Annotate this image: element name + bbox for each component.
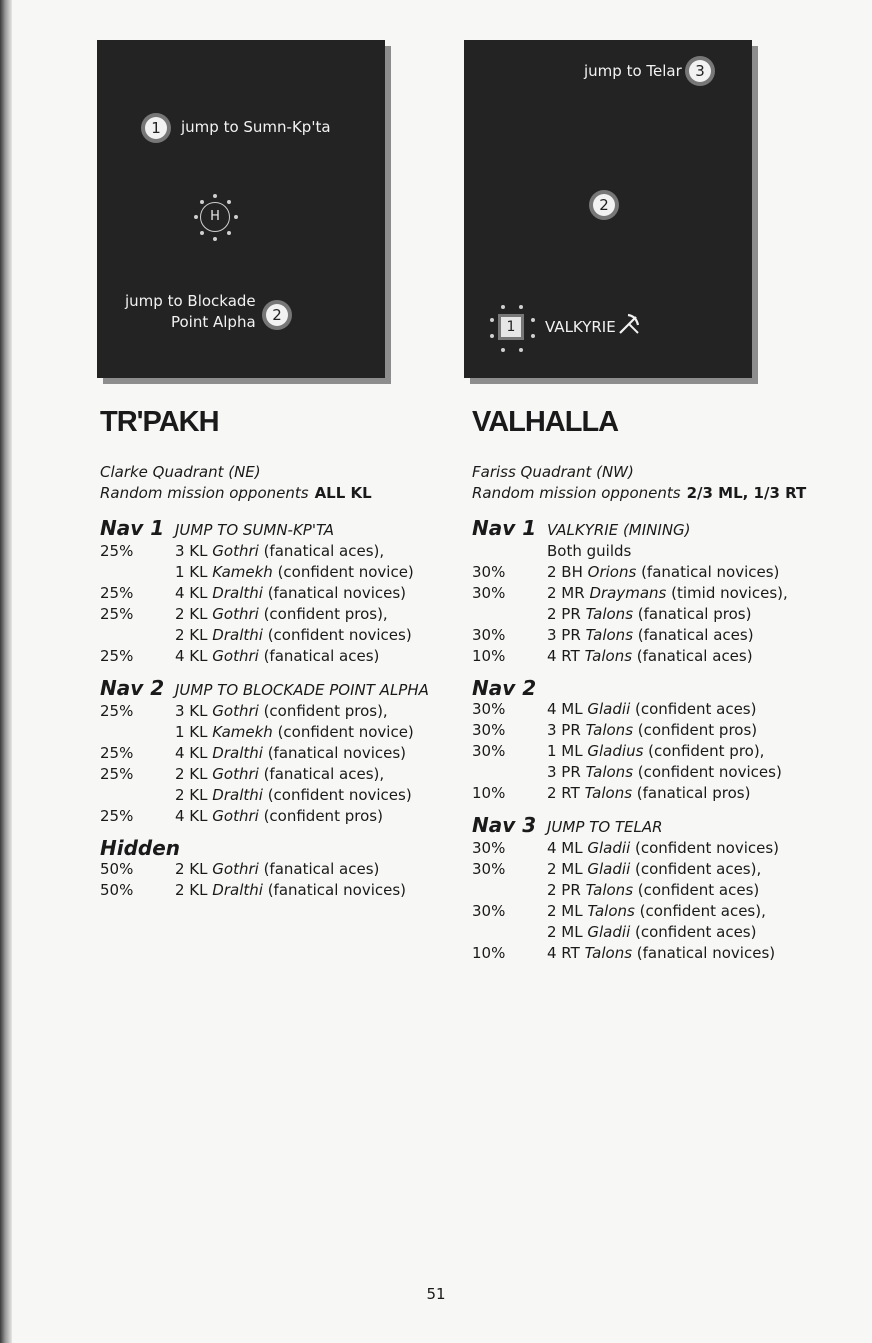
ship-class: Dralthi: [212, 881, 263, 899]
hazard-icon: H: [200, 202, 230, 232]
encounter-ships: [175, 764, 480, 806]
encounter-line: [175, 806, 480, 827]
nav-name: Nav 1: [100, 516, 165, 540]
nav-block: [472, 677, 852, 804]
ship-count: 2 ML: [547, 902, 588, 920]
encounter-ships: [547, 859, 852, 901]
encounter-row: [472, 625, 852, 646]
random-opponents-label: Random mission opponents: [472, 484, 681, 502]
encounter-line: [547, 604, 852, 625]
encounter-ships: [175, 859, 480, 880]
ship-count: 1 KL: [175, 723, 213, 741]
encounter-line: [175, 764, 480, 785]
encounter-row: [100, 604, 480, 646]
pilot-quality: (fanatical novices): [262, 584, 407, 602]
encounter-list: [100, 541, 480, 667]
ship-class: Draymans: [589, 584, 667, 602]
encounter-row: [472, 562, 852, 583]
encounter-row: [100, 859, 480, 880]
base-dot: [519, 348, 523, 352]
encounter-probability: 25%: [100, 807, 134, 825]
ship-class: Kamekh: [212, 723, 273, 741]
nav-block: [472, 517, 852, 667]
nav-name: Hidden: [100, 836, 181, 860]
ship-class: Talons: [584, 647, 633, 665]
encounter-probability: 10%: [472, 944, 506, 962]
hazard-dot: [194, 215, 198, 219]
ship-class: Orions: [587, 563, 637, 581]
pilot-quality: (confident novices): [262, 626, 412, 644]
ship-count: 1 ML: [547, 742, 588, 760]
ship-count: 4 RT: [547, 944, 585, 962]
base-dot: [501, 348, 505, 352]
encounter-ships: [547, 646, 852, 667]
encounter-ships: [547, 741, 852, 783]
encounter-probability: 30%: [472, 584, 506, 602]
random-opponents-value: 2/3 ML, 1/3 RT: [686, 484, 807, 502]
pilot-quality: (confident novices): [262, 786, 412, 804]
nav-objective: JUMP TO TELAR: [547, 818, 663, 836]
ship-class: Gothri: [212, 807, 259, 825]
pilot-quality: (confident aces),: [634, 902, 766, 920]
ship-count: 2 ML: [547, 860, 588, 878]
nav-objective: JUMP TO BLOCKADE POINT ALPHA: [175, 681, 429, 699]
ship-class: Gothri: [212, 765, 259, 783]
encounter-row: [472, 646, 852, 667]
pilot-quality: (confident pros): [633, 721, 758, 739]
encounter-line: [547, 720, 852, 741]
nav-header: [472, 677, 852, 699]
encounter-probability: 30%: [472, 626, 506, 644]
ship-count: 2 MR: [547, 584, 590, 602]
base-dot: [490, 334, 494, 338]
ship-class: Talons: [585, 763, 634, 781]
ship-class: Dralthi: [212, 786, 263, 804]
pilot-quality: (confident novices): [630, 839, 780, 857]
pilot-quality: (confident novice): [272, 563, 414, 581]
nav-objective: JUMP TO SUMN-KP'TA: [175, 521, 335, 539]
ship-class: Dralthi: [212, 626, 263, 644]
map-label-jump-blockade: [125, 291, 256, 333]
encounter-ships: [547, 583, 852, 625]
encounter-row: [100, 646, 480, 667]
ship-class: Gothri: [212, 542, 259, 560]
hazard-dot: [200, 200, 204, 204]
ship-class: Kamekh: [212, 563, 273, 581]
hazard-dot: [227, 231, 231, 235]
ship-count: 2 KL: [175, 786, 213, 804]
encounter-ships: [547, 783, 852, 804]
nav-name: Nav 3: [472, 813, 537, 837]
pilot-quality: (confident aces): [630, 700, 757, 718]
encounter-line: [175, 785, 480, 806]
ship-count: 3 PR: [547, 763, 586, 781]
quadrant: [100, 462, 480, 483]
pilot-quality: (fanatical aces): [258, 860, 380, 878]
pilot-quality: (fanatical novices): [636, 563, 780, 581]
encounter-line: [547, 583, 852, 604]
ship-count: 4 KL: [175, 744, 213, 762]
encounter-probability: 30%: [472, 721, 506, 739]
encounter-line: [175, 646, 480, 667]
map-label-valkyrie: VALKYRIE: [545, 318, 616, 336]
encounter-ships: [175, 646, 480, 667]
ship-count: 4 ML: [547, 700, 588, 718]
pilot-quality: (confident pros),: [258, 605, 388, 623]
ship-count: 4 KL: [175, 584, 213, 602]
base-dot: [531, 318, 535, 322]
ship-count: 2 ML: [547, 923, 588, 941]
base-dot: [501, 305, 505, 309]
encounter-line: [547, 880, 852, 901]
trpakh-section: [100, 402, 480, 901]
pilot-quality: (fanatical novices): [262, 881, 407, 899]
ship-count: 3 PR: [547, 721, 586, 739]
encounter-line: [175, 583, 480, 604]
encounter-probability: 25%: [100, 647, 134, 665]
encounter-line: [547, 838, 852, 859]
encounter-ships: [175, 880, 480, 901]
ship-count: 2 KL: [175, 881, 213, 899]
ship-count: 1 KL: [175, 563, 213, 581]
ship-class: Talons: [587, 902, 635, 920]
nav-subline: [472, 541, 852, 562]
hazard-dot: [227, 200, 231, 204]
encounter-line: [175, 880, 480, 901]
system-title: TR'PAKH: [100, 406, 219, 438]
encounter-line: [547, 901, 852, 922]
system-title: VALHALLA: [472, 406, 619, 438]
encounter-probability: 10%: [472, 784, 506, 802]
ship-class: Gothri: [212, 647, 259, 665]
pilot-quality: (fanatical novices): [262, 744, 407, 762]
encounter-row: [100, 701, 480, 743]
encounter-ships: [547, 562, 852, 583]
encounter-row: [100, 743, 480, 764]
encounter-row: [100, 541, 480, 583]
ship-count: 2 KL: [175, 765, 213, 783]
hazard-dot: [213, 237, 217, 241]
encounter-line: [175, 743, 480, 764]
ship-count: 4 KL: [175, 807, 213, 825]
ship-count: 3 PR: [547, 626, 586, 644]
encounter-line: [547, 859, 852, 880]
encounter-row: [472, 859, 852, 901]
base-dot: [490, 318, 494, 322]
encounter-line: [175, 562, 480, 583]
encounter-ships: [547, 943, 852, 964]
pilot-quality: (confident pro),: [643, 742, 765, 760]
encounter-ships: [547, 720, 852, 741]
hazard-dot: [213, 194, 217, 198]
ship-class: Gothri: [212, 605, 259, 623]
pilot-quality: (fanatical aces): [258, 647, 380, 665]
page-number: 51: [426, 1285, 446, 1303]
encounter-line: [175, 859, 480, 880]
encounter-row: [472, 901, 852, 943]
ship-count: 2 BH: [547, 563, 588, 581]
encounter-ships: [547, 838, 852, 859]
map-label-jump-sumn: jump to Sumn-Kp'ta: [181, 118, 331, 136]
encounter-row: [472, 699, 852, 720]
ship-class: Talons: [584, 944, 633, 962]
map-label-jump-telar: jump to Telar: [584, 62, 682, 80]
nav-point-2: 2: [266, 304, 288, 326]
ship-count: 2 PR: [547, 605, 586, 623]
random-opponents: [100, 483, 480, 504]
valhalla-map: [464, 40, 752, 378]
ship-class: Talons: [585, 626, 634, 644]
pilot-quality: (fanatical aces),: [258, 542, 385, 560]
encounter-probability: 30%: [472, 902, 506, 920]
encounter-probability: 25%: [100, 744, 134, 762]
pilot-quality: (confident novice): [272, 723, 414, 741]
encounter-ships: [175, 806, 480, 827]
nav-point-1: 1: [145, 117, 167, 139]
ship-class: Gothri: [212, 702, 259, 720]
pilot-quality: (timid novices),: [666, 584, 788, 602]
encounter-probability: 25%: [100, 765, 134, 783]
nav-name: Nav 1: [472, 516, 537, 540]
hazard-dot: [200, 231, 204, 235]
pilot-quality: (fanatical pros): [632, 784, 751, 802]
hazard-dot: [234, 215, 238, 219]
encounter-probability: 25%: [100, 702, 134, 720]
nav-block: [100, 677, 480, 827]
encounter-row: [100, 880, 480, 901]
ship-count: 2 KL: [175, 626, 213, 644]
nav-block: [100, 517, 480, 667]
pilot-quality: (fanatical pros): [633, 605, 752, 623]
ship-class: Gladii: [587, 700, 631, 718]
encounter-ships: [175, 701, 480, 743]
encounter-probability: 50%: [100, 860, 134, 878]
encounter-list: [100, 701, 480, 827]
encounter-line: [547, 646, 852, 667]
pilot-quality: (confident aces),: [630, 860, 762, 878]
nav-block: [472, 814, 852, 964]
random-opponents-value: ALL KL: [314, 484, 372, 502]
random-opponents-label: Random mission opponents: [100, 484, 309, 502]
ship-count: 2 PR: [547, 881, 586, 899]
encounter-probability: 25%: [100, 542, 134, 560]
encounter-line: [175, 722, 480, 743]
encounter-row: [472, 583, 852, 625]
nav-header: [100, 677, 480, 701]
ship-count: 3 KL: [175, 702, 213, 720]
encounter-row: [472, 838, 852, 859]
encounter-probability: 30%: [472, 839, 506, 857]
encounter-probability: 10%: [472, 647, 506, 665]
encounter-line: [547, 625, 852, 646]
nav-point-2: 2: [593, 194, 615, 216]
encounter-row: [100, 764, 480, 806]
encounter-row: [472, 741, 852, 783]
mining-pick-icon: [617, 312, 641, 336]
encounter-line: [175, 701, 480, 722]
encounter-ships: [175, 604, 480, 646]
encounter-list: [472, 562, 852, 667]
nav-block: [100, 837, 480, 901]
encounter-ships: [547, 625, 852, 646]
encounter-probability: 50%: [100, 881, 134, 899]
nav-header: [472, 517, 852, 541]
quadrant-text: Fariss Quadrant (NW): [472, 463, 634, 481]
trpakh-map: [97, 40, 385, 378]
pilot-quality: (confident novices): [633, 763, 782, 781]
ship-class: Gladii: [587, 860, 631, 878]
encounter-row: [472, 943, 852, 964]
encounter-line: [547, 741, 852, 762]
encounter-row: [472, 720, 852, 741]
base-dot: [531, 334, 535, 338]
encounter-list: [472, 699, 852, 804]
ship-class: Gothri: [212, 860, 259, 878]
encounter-ships: [175, 583, 480, 604]
ship-count: 4 RT: [547, 647, 585, 665]
encounter-line: [175, 604, 480, 625]
random-opponents: [472, 483, 852, 504]
nav-subline-text: Both guilds: [547, 542, 632, 560]
ship-count: 2 KL: [175, 605, 213, 623]
ship-count: 3 KL: [175, 542, 213, 560]
nav-header: [472, 814, 852, 838]
encounter-row: [100, 583, 480, 604]
ship-count: 2 KL: [175, 860, 213, 878]
nav-objective: VALKYRIE (MINING): [547, 521, 691, 539]
ship-class: Talons: [584, 784, 633, 802]
encounter-line: [547, 562, 852, 583]
encounter-line: [547, 943, 852, 964]
encounter-line: [175, 541, 480, 562]
encounter-line: [547, 783, 852, 804]
nav-name: Nav 2: [100, 676, 165, 700]
pilot-quality: (confident aces): [630, 923, 757, 941]
ship-class: Talons: [585, 605, 634, 623]
encounter-list: [472, 838, 852, 964]
nav-header: [100, 837, 480, 859]
encounter-probability: 25%: [100, 584, 134, 602]
pilot-quality: (confident pros),: [258, 702, 388, 720]
pilot-quality: (fanatical novices): [632, 944, 776, 962]
nav-name: Nav 2: [472, 676, 537, 700]
ship-class: Talons: [585, 881, 634, 899]
pilot-quality: (fanatical aces): [633, 626, 754, 644]
quadrant: [472, 462, 852, 483]
encounter-probability: 30%: [472, 700, 506, 718]
base-marker-icon: 1: [501, 317, 521, 337]
encounter-line: [175, 625, 480, 646]
encounter-line: [547, 762, 852, 783]
encounter-probability: 30%: [472, 860, 506, 878]
ship-count: 4 KL: [175, 647, 213, 665]
encounter-ships: [547, 699, 852, 720]
book-spine-shadow: [0, 0, 12, 1343]
nav-point-3: 3: [689, 60, 711, 82]
encounter-row: [100, 806, 480, 827]
encounter-row: [472, 783, 852, 804]
ship-class: Dralthi: [212, 744, 263, 762]
ship-class: Dralthi: [212, 584, 263, 602]
pilot-quality: (confident aces): [633, 881, 760, 899]
ship-class: Talons: [585, 721, 634, 739]
spacer: [472, 541, 547, 562]
pilot-quality: (fanatical aces): [632, 647, 753, 665]
ship-count: 2 RT: [547, 784, 585, 802]
map-label-line: Point Alpha: [170, 313, 256, 331]
encounter-ships: [175, 541, 480, 583]
ship-class: Gladii: [587, 839, 631, 857]
ship-class: Gladius: [587, 742, 644, 760]
ship-count: 4 ML: [547, 839, 588, 857]
encounter-probability: 30%: [472, 563, 506, 581]
encounter-probability: 30%: [472, 742, 506, 760]
valhalla-section: [472, 402, 852, 964]
encounter-ships: [547, 901, 852, 943]
ship-class: Gladii: [587, 923, 631, 941]
nav-header: [100, 517, 480, 541]
encounter-list: [100, 859, 480, 901]
pilot-quality: (fanatical aces),: [258, 765, 385, 783]
encounter-probability: 25%: [100, 605, 134, 623]
pilot-quality: (confident pros): [258, 807, 383, 825]
base-dot: [519, 305, 523, 309]
encounter-line: [547, 922, 852, 943]
quadrant-text: Clarke Quadrant (NE): [100, 463, 261, 481]
encounter-ships: [175, 743, 480, 764]
encounter-line: [547, 699, 852, 720]
map-label-line: jump to Blockade: [125, 292, 256, 310]
